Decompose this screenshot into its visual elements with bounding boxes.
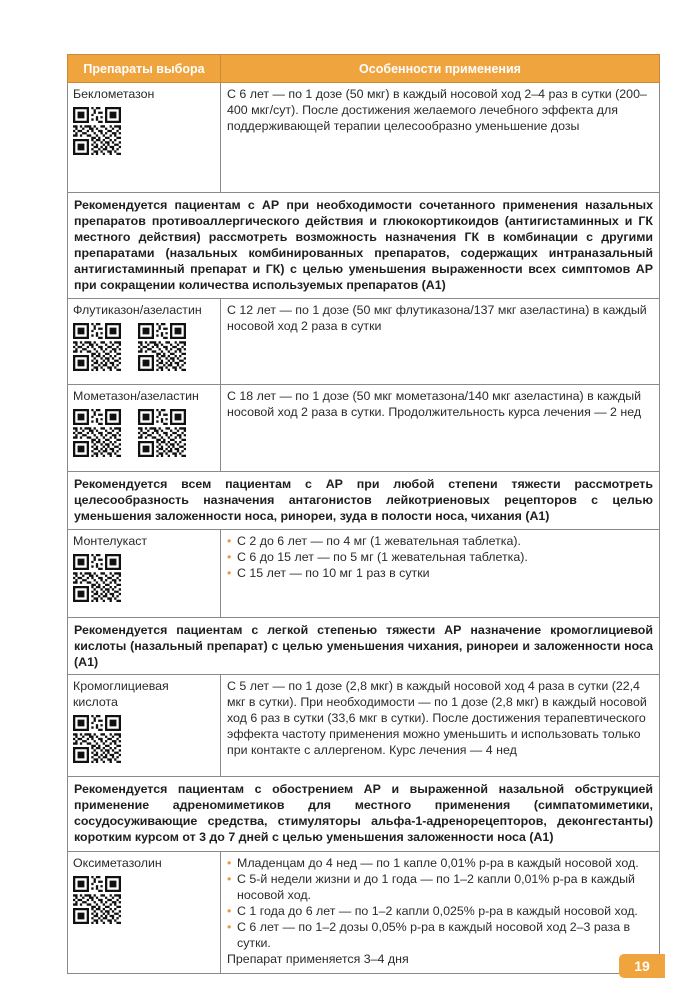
list-item: • С 15 лет — по 10 мг 1 раз в сутки xyxy=(227,565,653,581)
table-row xyxy=(68,852,660,974)
table-row xyxy=(68,83,660,193)
table-row xyxy=(68,530,660,618)
recommendation-text: Рекомендуется всем пациентам с АР при любой степени тяжести рассмотреть целесообразность назначения антагонистов лейкотриеновых рецепторов с целью уменьшения заложенности носа, ринореи, зуда в полости носа, чихания (А1) xyxy=(68,472,660,530)
usage-text: С 5 лет — по 1 дозе (2,8 мкг) в каждый носовой ход 4 раза в сутки (22,4 мкг в сутки). При необходимости — по 1 дозе (2,8 мкг) в каждый носовой ход 6 раз в сутки (33,6 мкг в сутки). После достижения терапевтического эффекта частоту применения можно уменьшить и использовать только при контакте с аллергеном. Курс лечения — 4 нед xyxy=(227,679,647,757)
dosage-list xyxy=(227,855,653,951)
dosage-list xyxy=(227,533,653,581)
header-drugs-of-choice: Препараты выбора xyxy=(68,55,221,83)
usage-text: С 18 лет — по 1 дозе (50 мкг мометазона/140 мкг азеластина) в каждый носовой ход 2 раза в сутки. Продолжительность курса лечения — 2 нед xyxy=(227,389,642,419)
drug-cell xyxy=(68,385,221,472)
drug-name: Кромоглициевая кислота xyxy=(73,679,169,709)
drug-table xyxy=(67,54,660,974)
list-item: • С 2 до 6 лет — по 4 мг (1 жевательная таблетка). xyxy=(227,533,653,549)
list-item: • С 6 до 15 лет — по 5 мг (1 жевательная таблетка). xyxy=(227,549,653,565)
recommendation-row xyxy=(68,193,660,299)
list-item: • С 6 лет — по 1–2 дозы 0,05% р-ра в каждый носовой ход 2–3 раза в сутки. xyxy=(227,919,653,951)
qr-code-icon xyxy=(73,107,121,155)
recommendation-row xyxy=(68,472,660,530)
qr-code-icon xyxy=(73,409,121,457)
usage-text: С 6 лет — по 1 дозе (50 мкг) в каждый носовой ход 2–4 раз в сутки (200–400 мкг/сут). После достижения желаемого лечебного эффекта для поддерживающей терапии целесообразно уменьшение дозы xyxy=(227,87,647,133)
table-header-row xyxy=(68,55,660,83)
usage-cell xyxy=(221,299,660,385)
drug-name: Флутиказон/азеластин xyxy=(73,303,202,317)
usage-cell xyxy=(221,852,660,974)
usage-cell xyxy=(221,530,660,618)
header-usage-features: Особенности применения xyxy=(221,55,660,83)
drug-name: Оксиметазолин xyxy=(73,856,162,870)
usage-cell xyxy=(221,83,660,193)
drug-cell xyxy=(68,675,221,777)
recommendation-row xyxy=(68,618,660,675)
list-item: • С 5-й недели жизни и до 1 года — по 1–2 капли 0,01% р-ра в каждый носовой ход. xyxy=(227,871,653,903)
table-row xyxy=(68,675,660,777)
drug-cell xyxy=(68,299,221,385)
recommendation-row xyxy=(68,777,660,852)
qr-code-icon xyxy=(138,323,186,371)
usage-cell xyxy=(221,675,660,777)
usage-text: С 12 лет — по 1 дозе (50 мкг флутиказона/137 мкг азеластина) в каждый носовой ход 2 раза в сутки xyxy=(227,303,647,333)
list-item: • Младенцам до 4 нед — по 1 капле 0,01% р-ра в каждый носовой ход. xyxy=(227,855,653,871)
table-row xyxy=(68,385,660,472)
recommendation-text: Рекомендуется пациентам с АР при необходимости сочетанного применения назальных препаратов противоаллергического действия и глюкокортикоидов (антигистаминных и ГК местного действия) рассмотреть возможность назначения ГК в комбинации с другими препаратами (назальных комбинированных препаратов, содержащих интраназальный антигистаминный препарат и ГК) с целью уменьшения выраженности всех симптомов АР при сокращении количества используемых препаратов (А1) xyxy=(68,193,660,299)
drug-name: Монтелукаст xyxy=(73,534,148,548)
drug-cell xyxy=(68,530,221,618)
qr-code-icon xyxy=(138,409,186,457)
qr-code-icon xyxy=(73,876,121,924)
recommendation-text: Рекомендуется пациентам с обострением АР и выраженной назальной обструкцией применение адреномиметиков для местного применения (симпатомиметики, сосудосуживающие средства, стимуляторы альфа-1-адренорецепторов, деконгестанты) коротким курсом от 3 до 7 дней с целью уменьшения заложенности носа (А1) xyxy=(68,777,660,852)
recommendation-text: Рекомендуется пациентам с легкой степенью тяжести АР назначение кромоглициевой кислоты (назальный препарат) с целью уменьшения чихания, ринореи и заложенности носа (А1) xyxy=(68,618,660,675)
qr-code-icon xyxy=(73,715,121,763)
qr-code-icon xyxy=(73,323,121,371)
drug-cell xyxy=(68,83,221,193)
table-row xyxy=(68,299,660,385)
usage-cell xyxy=(221,385,660,472)
list-item: • С 1 года до 6 лет — по 1–2 капли 0,025% р-ра в каждый носовой ход. xyxy=(227,903,653,919)
drug-name: Мометазон/азеластин xyxy=(73,389,199,403)
drug-cell xyxy=(68,852,221,974)
drug-name: Беклометазон xyxy=(73,87,155,101)
usage-note: Препарат применяется 3–4 дня xyxy=(227,952,409,966)
page-number: 19 xyxy=(619,954,665,978)
qr-code-icon xyxy=(73,554,121,602)
